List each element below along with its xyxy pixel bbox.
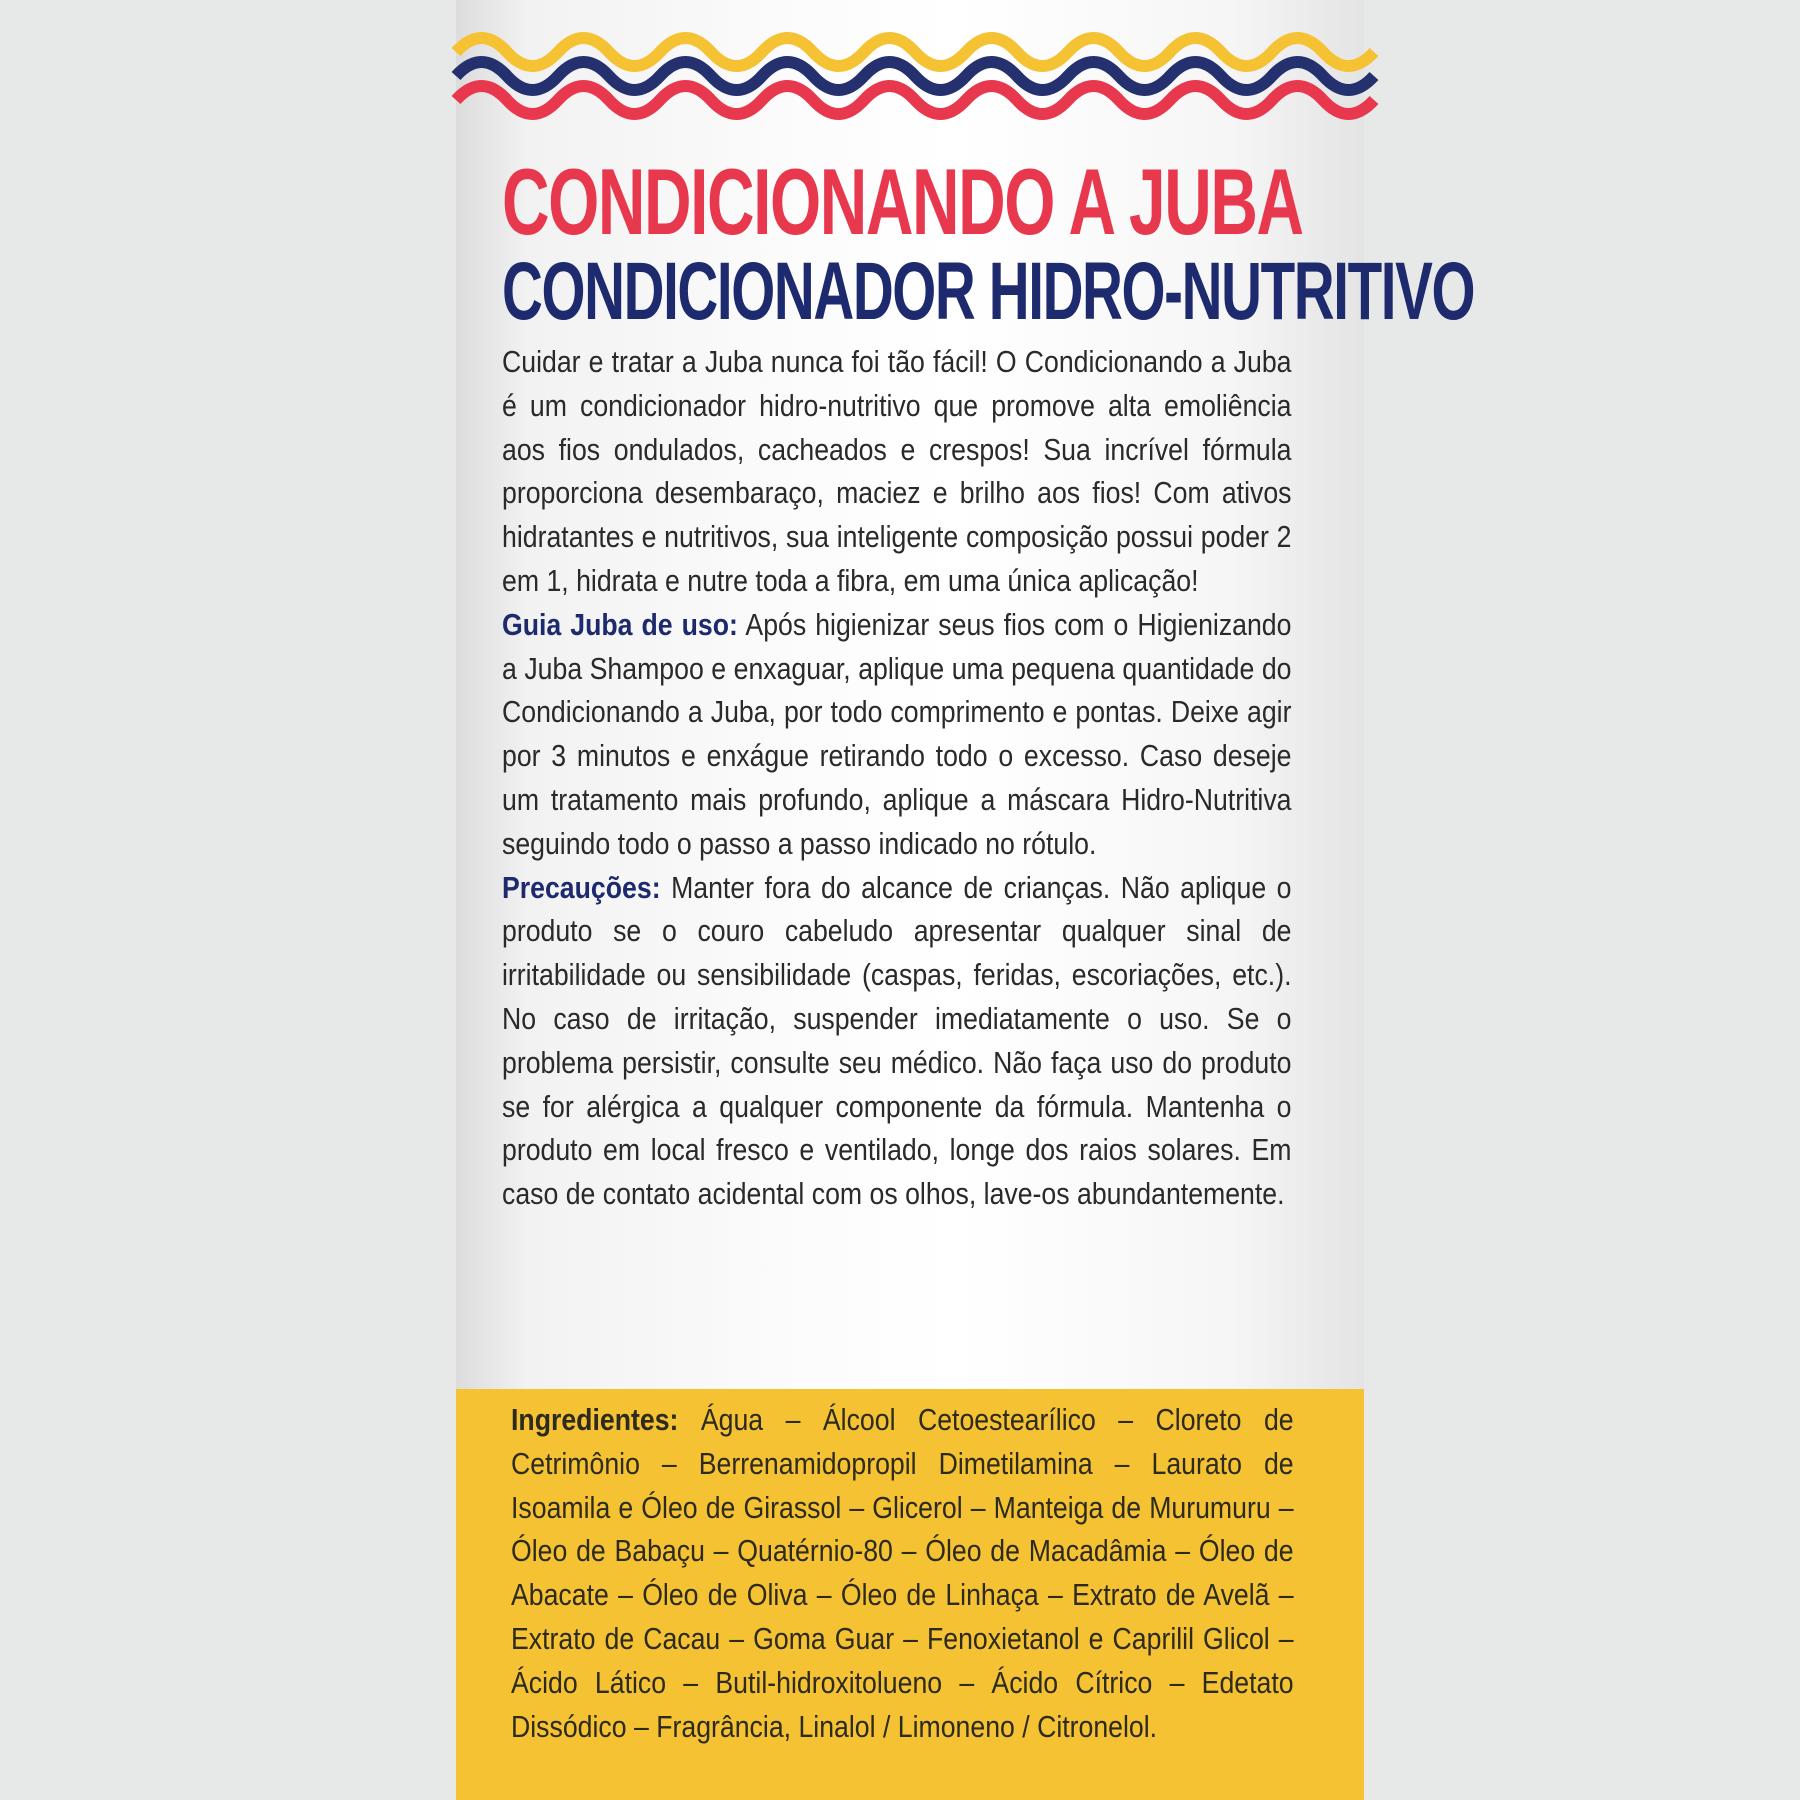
ingredients-heading: Ingredientes: [511,1402,679,1437]
conditioner-label [456,0,1475,1800]
precautions-text: Manter fora do alcance de crianças. Não aplique o produto se o couro cabeludo apresentar qualquer sinal de irritabilidade ou sensibilidade (caspas, feridas, escoriações, etc.). No caso de irritação, suspender imediatamente o uso. Se o problema persistir, consulte seu médico. Não faça uso do produto se for alérgica a qualquer componente da fórmula. Mantenha o produto em local fresco e ventilado, longe dos raios solares. Em caso de contato acidental com os olhos, lave-os abundantemente. [502,869,1292,1212]
product-description: Cuidar e tratar a Juba nunca foi tão fácil! O Condicionando a Juba é um condicionador hidro-nutritivo que promove alta emoliência aos fios ondulados, cacheados e crespos! Sua incrível fórmula proporciona desembaraço, maciez e brilho aos fios! Com ativos hidratantes e nutritivos, sua inteligente composição possui poder 2 em 1, hidrata e nutre toda a fibra, em uma única aplicação! [502,344,1292,598]
decorative-waves [456,14,1364,124]
usage-heading: Guia Juba de uso: [502,606,738,642]
product-subtitle: CONDICIONADOR HIDRO-NUTRITIVO [502,246,1475,337]
product-title: CONDICIONANDO A JUBA [502,149,1303,254]
ingredients-text: Água – Álcool Cetoestearílico – Cloreto de Cetrimônio – Berrenamidopropil Dimetilamina – Laurato de Isoamila e Óleo de Girassol – Glicerol – Manteiga de Murumuru – Óleo de Babaçu – Quatérnio-80 – Óleo de Macadâmia – Óleo de Abacate – Óleo de Oliva – Óleo de Linhaça – Extrato de Avelã – Extrato de Cacau – Goma Guar – Fenoxietanol e Caprilil Glicol – Ácido Lático – Butil-hidroxitolueno – Ácido Cítrico – Edetato Dissódico – Fragrância, Linalol / Limoneno / Citronelol. [511,1402,1294,1744]
label-content [502,149,1475,1216]
precautions-heading: Precauções: [502,869,661,905]
usage-section [502,603,1291,866]
ingredients-section [511,1398,1421,1748]
usage-text: Após higienizar seus fios com o Higienizando a Juba Shampoo e enxaguar, aplique uma pequena quantidade do Condicionando a Juba, por todo comprimento e pontas. Deixe agir por 3 minutos e enxágue retirando todo o excesso. Caso deseje um tratamento mais profundo, aplique a máscara Hidro-Nutritiva seguindo todo o passo a passo indicado no rótulo. [502,606,1292,861]
precautions-section [502,866,1291,1216]
ingredients-paragraph [511,1398,1294,1748]
